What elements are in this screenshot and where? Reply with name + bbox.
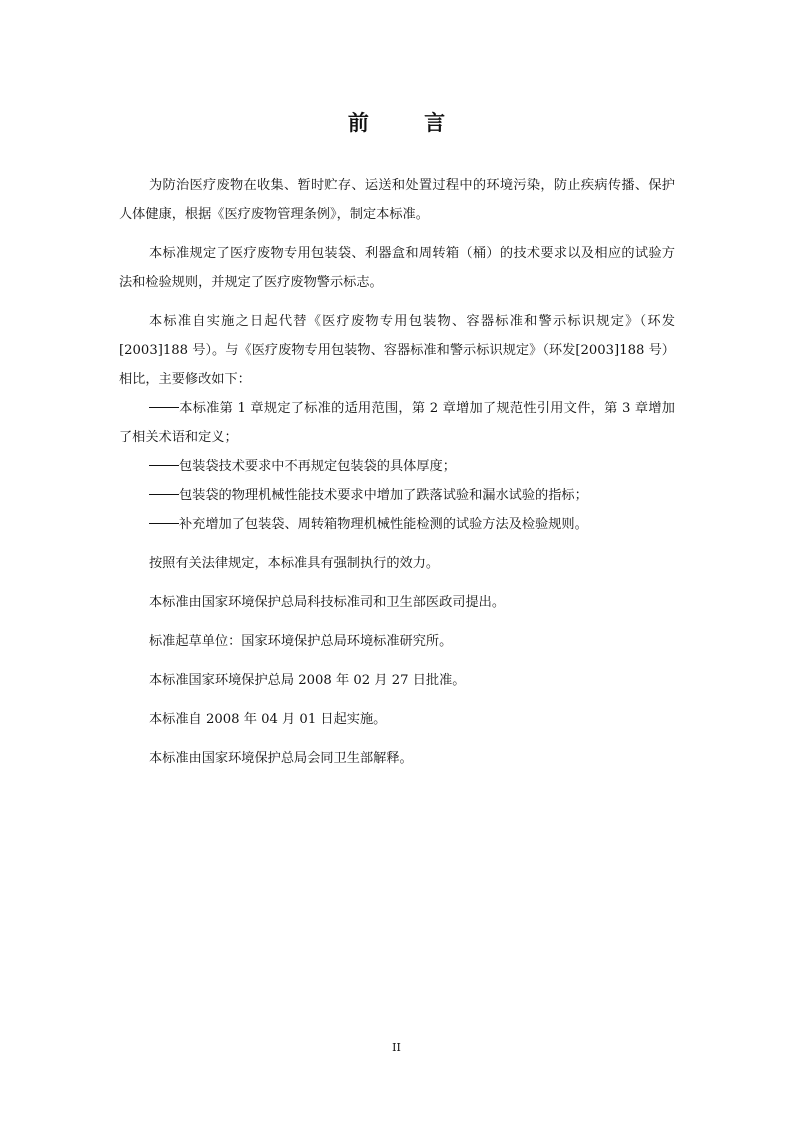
em-dash-mark [149,494,179,495]
paragraph-approval: 本标准国家环境保护总局 2008 年 02 月 27 日批准。 [149,673,466,688]
paragraph-effective-date: 本标准自 2008 年 04 月 01 日起实施。 [149,712,387,727]
em-dash-mark [149,523,179,524]
foreword-body [119,171,675,773]
change-item-2 [119,452,675,481]
paragraph-drafter: 标准起草单位：国家环境保护总局环境标准研究所。 [149,634,453,649]
change-item-4 [119,510,675,539]
change-item-text: 包装袋技术要求中不再规定包装袋的具体厚度； [179,459,456,474]
page-number: II [392,1041,401,1054]
em-dash-mark [149,407,179,408]
paragraph-interpretation: 本标准由国家环境保护总局会同卫生部解释。 [149,751,413,766]
paragraph-proposer: 本标准由国家环境保护总局科技标准司和卫生部医政司提出。 [149,595,506,610]
em-dash-mark [149,465,179,466]
change-item-text: 包装袋的物理机械性能技术要求中增加了跌落试验和漏水试验的指标； [179,488,588,503]
page-title: 前 言 [347,110,470,135]
paragraph-legal-effect: 按照有关法律规定，本标准具有强制执行的效力。 [149,556,440,571]
change-item-1 [119,394,675,452]
change-item-text: 本标准第 1 章规定了标准的适用范围，第 2 章增加了规范性引用文件，第 3 章增加了相关术语和定义； [119,401,675,445]
change-item-text: 补充增加了包装袋、周转箱物理机械性能检测的试验方法及检验规则。 [179,517,588,532]
change-item-3 [119,481,675,510]
paragraph-purpose: 为防治医疗废物在收集、暂时贮存、运送和处置过程中的环境污染，防止疾病传播、保护人体健康，根据《医疗废物管理条例》，制定本标准。 [119,178,675,222]
paragraph-replacement: 本标准自实施之日起代替《医疗废物专用包装物、容器标准和警示标识规定》（环发[2003]188 号）。与《医疗废物专用包装物、容器标准和警示标识规定》（环发[2003]188 号）相比，主要修改如下： [119,314,675,387]
paragraph-scope: 本标准规定了医疗废物专用包装袋、利器盒和周转箱（桶）的技术要求以及相应的试验方法和检验规则，并规定了医疗废物警示标志。 [119,246,675,290]
